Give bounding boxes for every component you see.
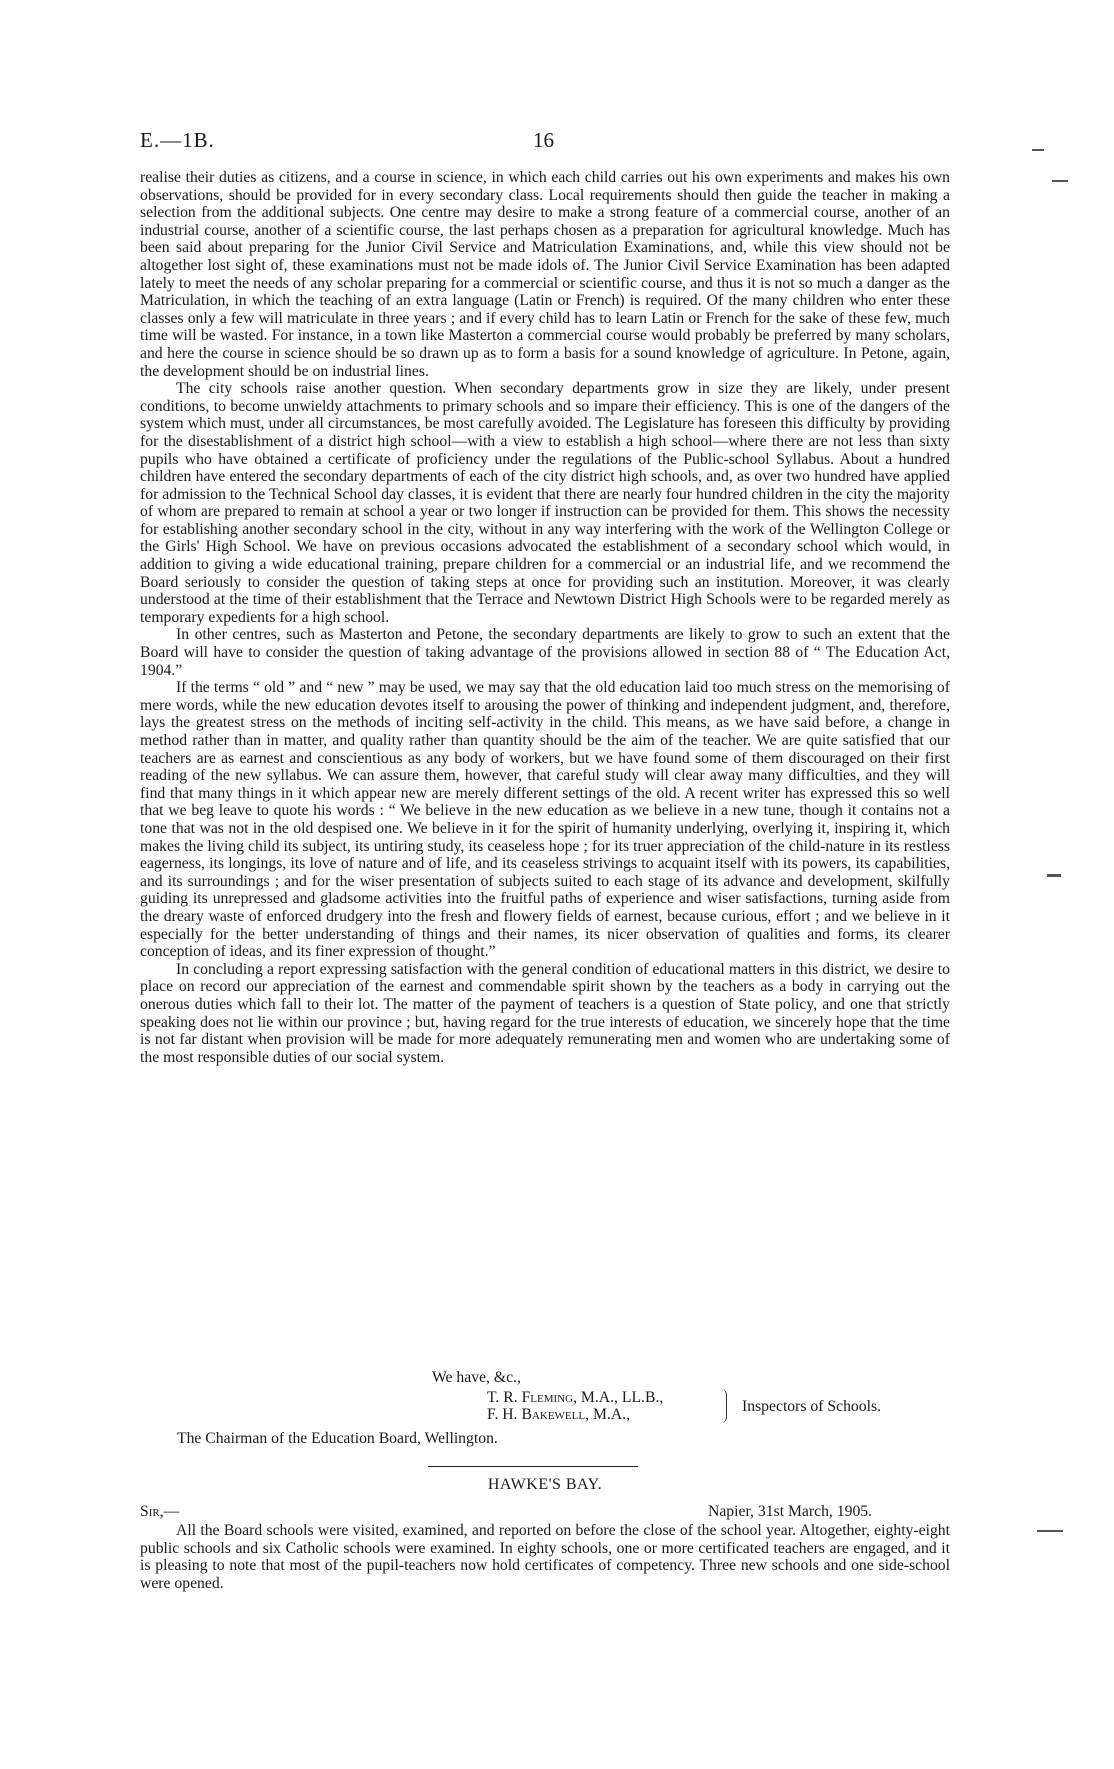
paragraph: In other centres, such as Masterton and Petone, the secondary departments are likely to grow to such an extent that the Board will have to consider the question of taking advantage of the provisions allowed in section 88 of “ The Education Act, 1904.”: [140, 626, 950, 679]
paragraph: realise their duties as citizens, and a course in science, in which each child carries out his own experiments and makes his own observations, should be provided for in every secondary class. Local requirements should then guide the teacher in making a selection from the additional subjects. One centre may desire to make a strong feature of a commercial course, another of an industrial course, another of a scientific course, the last perhaps chosen as a preparation for agricultural knowledge. Much has been said about preparing for the Junior Civil Service and Matriculation Examinations, and, while this view should not be altogether lost sight of, these examinations must not be made idols of. The Junior Civil Service Examination has been adapted lately to meet the needs of any scholar preparing for a commercial or scientific course, and thus it is not so much a danger as the Matriculation, in which the teaching of an extra language (Latin or French) is required. Of the many children who enter these classes only a few will matriculate in three years ; and if every child has to learn Latin or French for the sake of these few, much time will be wasted. For instance, in a town like Masterton a commercial course would probably be preferred by many scholars, and here the course in science should be so drawn up as to form a basis for a sound knowledge of agriculture. In Petone, again, the development should be on industrial lines.: [140, 169, 950, 380]
scan-mark: [1047, 874, 1061, 877]
section-title: HAWKE'S BAY.: [487, 1476, 603, 1493]
paragraph: All the Board schools were visited, examined, and reported on before the close of the school year. Altogether, eighty-eight public schools and six Catholic schools were examined. In eighty schools, one or more certificated teachers are engaged, and it is pleasing to note that most of the pupil-teachers now hold certificates of competency. Three new schools and one side-school were opened.: [140, 1522, 950, 1592]
scan-mark: [1032, 149, 1044, 151]
section-body: [140, 1522, 950, 1592]
document-reference: E.—1B.: [140, 128, 215, 152]
salutation: Sir,—: [140, 1503, 180, 1520]
signer: T. R. Fleming, M.A., LL.B.,: [487, 1389, 664, 1406]
page-header: [140, 128, 950, 158]
scan-mark: [1052, 180, 1068, 182]
section-divider: [428, 1466, 638, 1467]
report-body: [140, 169, 950, 1066]
paragraph: In concluding a report expressing satisfaction with the general condition of educational matters in this district, we desire to place on record our appreciation of the earnest and commendable spirit shown by the teachers as a body in carrying out the onerous duties which fall to their lot. The matter of the payment of teachers is a question of State policy, and one that strictly speaking does not lie within our province ; but, having regard for the true interests of education, we sincerely hope that the time is not far distant when provision will be made for more adequately remunerating men and women who are undertaking some of the most responsible duties of our social system.: [140, 960, 950, 1066]
closing-line: We have, &c.,: [432, 1369, 521, 1386]
scan-mark: [1037, 1530, 1063, 1532]
signature-block: [487, 1389, 663, 1423]
paragraph: The city schools raise another question. When secondary departments grow in size they are likely, under present conditions, to become unwieldy attachments to primary schools and so impare their efficiency. This is one of the dangers of the system which must, under all circumstances, be most carefully avoided. The Legislature has foreseen this difficulty by providing for the disestablishment of a district high school—with a view to establish a high school—where there are not less than sixty pupils who have obtained a certificate of proficiency under the regulations of the Public-school Syllabus. About a hundred children have entered the secondary departments of each of the city district high schools, and, as over two hundred have applied for admission to the Technical School day classes, it is evident that there are nearly four hundred children in the city the majority of whom are prepared to remain at school a year or two longer if instruction can be provided for them. This shows the necessity for establishing another secondary school in the city, without in any way interfering with the work of the Wellington College or the Girls' High School. We have on previous occasions advocated the establishment of a secondary school which would, in addition to giving a wide educational training, prepare children for a commercial or an industrial life, and we recommend the Board seriously to consider the question of taking steps at once for providing such an institution. Moreover, it was clearly understood at the time of their establishment that the Terrace and Newtown District High Schools were to be regarded merely as temporary expedients for a high school.: [140, 380, 950, 626]
addressee: The Chairman of the Education Board, Wellington.: [177, 1430, 498, 1447]
brace-bracket: [718, 1389, 727, 1423]
signer-role: Inspectors of Schools.: [742, 1398, 881, 1415]
page-number: 16: [533, 128, 554, 152]
signer: F. H. Bakewell, M.A.,: [487, 1406, 630, 1423]
dateline: Napier, 31st March, 1905.: [708, 1503, 873, 1520]
paragraph: If the terms “ old ” and “ new ” may be used, we may say that the old education laid too much stress on the memorising of mere words, while the new education devotes itself to arousing the power of thinking and independent judgment, and, therefore, lays the greatest stress on the methods of inciting self-activity in the child. This means, as we have said before, a change in method rather than in matter, and quality rather than quantity should be the aim of the teacher. We are quite satisfied that our teachers are as earnest and conscientious as any body of workers, but we have found some of them discouraged on their first reading of the new syllabus. We can assure them, however, that careful study will clear away many difficulties, and they will find that many things in it which appear new are merely different settings of the old. A recent writer has expressed this so well that we beg leave to quote his words : “ We believe in the new education as we believe in a new tune, though it contains not a tone that was not in the old despised one. We believe in it for the spirit of humanity underlying, overlying it, inspiring it, which makes the living child its subject, its untiring study, its ceaseless hope ; for its truer appreciation of the child-nature in its restless eagerness, its longings, its love of nature and of life, and its ceaseless strivings to acquaint itself with its powers, its capabilities, and its surroundings ; and for the wiser presentation of subjects suited to each stage of its advance and development, skilfully guiding its unrepressed and gladsome activities into the fruitful paths of experience and wiser satisfactions, turning aside from the dreary waste of enforced drudgery into the fresh and flowery fields of earnest, because curious, effort ; and we believe in it especially for the better understanding of things and their names, its nicer observation of qualities and forms, its clearer conception of ideas, and its finer expression of thought.”: [140, 679, 950, 961]
